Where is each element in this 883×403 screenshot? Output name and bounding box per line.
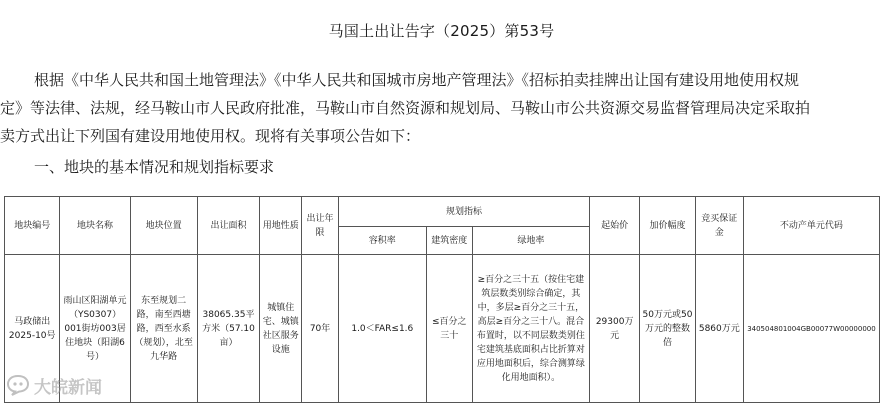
- watermark: [6, 373, 102, 397]
- header-plot-name: 地块名称: [60, 197, 130, 255]
- watermark-text: 大皖新闻: [34, 377, 102, 398]
- cell-start-price: 29300万元: [590, 255, 640, 403]
- header-green-ratio: 绿地率: [472, 227, 589, 255]
- cell-plot-name: 雨山区阳湖单元（YS0307）001街坊003居住地块（阳湖6号）: [60, 255, 130, 403]
- cell-term: 70年: [302, 255, 339, 403]
- intro-line: 卖方式出让下列国有建设用地使用权。现将有关事项公告如下：: [0, 127, 421, 145]
- intro-line: 定》等法律、法规，经马鞍山市人民政府批准，马鞍山市自然资源和规划局、马鞍山市公共资源交易监督管理局决定采取拍: [0, 99, 811, 117]
- header-start-price: 起始价: [590, 197, 640, 255]
- intro-paragraph: [0, 66, 883, 150]
- header-term: 出让年限: [302, 197, 339, 255]
- cell-location: 东至规划二路，南至西塘路，西至水系（规划），北至九华路: [130, 255, 197, 403]
- header-area: 出让面积: [197, 197, 260, 255]
- table-row: [5, 255, 880, 403]
- header-plot-no: 地块编号: [5, 197, 60, 255]
- speech-bubble-logo-icon: [6, 374, 30, 396]
- cell-increment: 50万元或50万元的整数倍: [640, 255, 695, 403]
- header-planning-indicators: 规划指标: [338, 197, 589, 227]
- cell-plot-no: 马政储出2025-10号: [5, 255, 60, 403]
- section-heading: 一、地块的基本情况和规划指标要求: [34, 158, 275, 176]
- cell-deposit: 5860万元: [695, 255, 743, 403]
- cell-property-unit: 340504801004GB00077W00000000: [743, 255, 879, 403]
- cell-far: 1.0＜FAR≤1.6: [338, 255, 426, 403]
- cell-land-use: 城镇住宅、城镇社区服务设施: [260, 255, 302, 403]
- header-density: 建筑密度: [426, 227, 472, 255]
- cell-density: ≤百分之三十: [426, 255, 472, 403]
- header-deposit: 竞买保证金: [695, 197, 743, 255]
- header-location: 地块位置: [130, 197, 197, 255]
- announcement-title: 马国土出让告字（2025）第53号: [328, 22, 555, 40]
- intro-line: 根据《中华人民共和国土地管理法》《中华人民共和国城市房地产管理法》《招标拍卖挂牌出让国有建设用地使用权规: [34, 71, 800, 89]
- header-land-use: 用地性质: [260, 197, 302, 255]
- header-far: 容积率: [338, 227, 426, 255]
- header-increment: 加价幅度: [640, 197, 695, 255]
- header-property-unit: 不动产单元代码: [743, 197, 879, 255]
- cell-area: 38065.35平方米（57.10亩）: [197, 255, 260, 403]
- plot-table: [4, 196, 880, 403]
- cell-green-ratio: ≥百分之三十五（按住宅建筑层数类别综合确定，其中，多层≥百分之三十五，高层≥百分之三十八。混合布置时，以不同层数类别住宅建筑基底面积占比折算对应用地面积后，综合测算绿化用地面积）。: [472, 255, 589, 403]
